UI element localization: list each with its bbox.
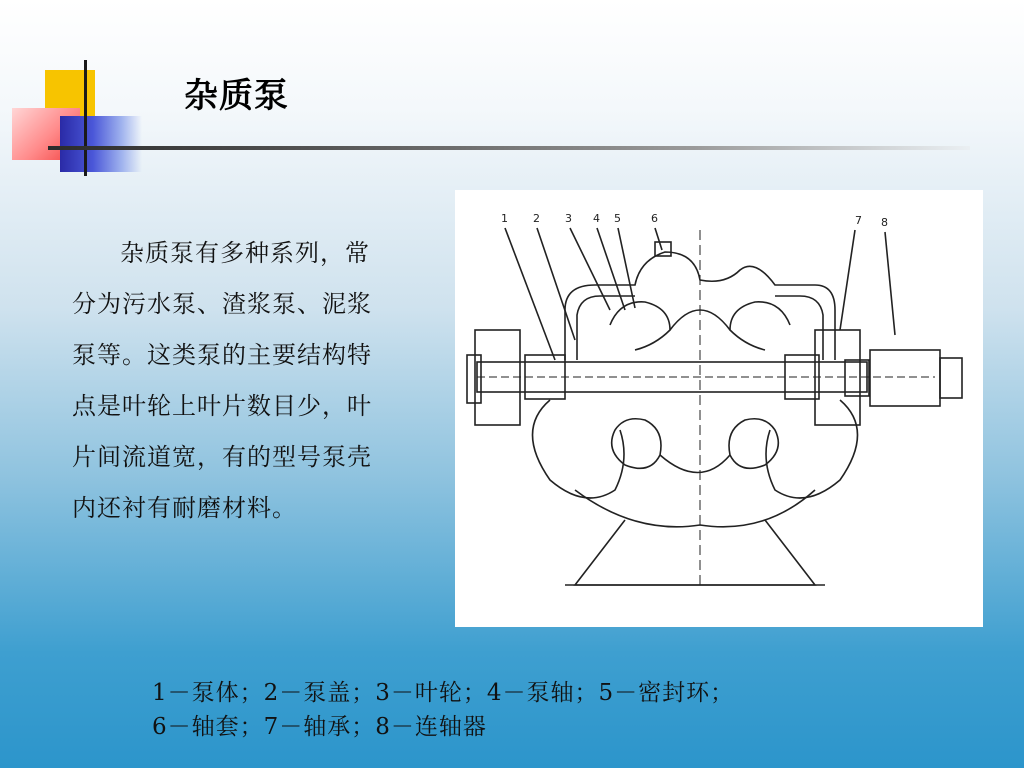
pump-cross-section-figure [455, 190, 983, 627]
leader-line [655, 228, 662, 250]
body-paragraph: 杂质泵有多种系列，常分为污水泵、渣浆泵、泥浆泵等。这类泵的主要结构特点是叶轮上叶片数目少，叶片间流道宽，有的型号泵壳内还衬有耐磨材料。 [72, 239, 372, 522]
leader-line [840, 230, 855, 330]
figure-label-2: 2 [533, 212, 540, 225]
caption-line-1: 1－泵体；2－泵盖；3－叶轮；4－泵轴；5－密封环； [152, 680, 735, 706]
pump-drawing [455, 190, 983, 627]
title-underline [48, 146, 970, 150]
lower-impeller-center [660, 455, 730, 473]
casing-bottom [575, 490, 815, 527]
lower-impeller-right [729, 419, 778, 469]
bearing-right [845, 360, 869, 396]
lower-volute-left [533, 400, 625, 498]
caption-line-2: 6－轴套；7－轴承；8－连轴器 [152, 714, 487, 740]
decor-blue-square [60, 116, 142, 172]
leader-line [505, 228, 555, 360]
figure-label-6: 6 [651, 212, 658, 225]
coupling [870, 350, 940, 406]
upper-impeller-left [610, 302, 670, 350]
figure-label-8: 8 [881, 216, 888, 229]
figure-label-5: 5 [614, 212, 621, 225]
figure-label-3: 3 [565, 212, 572, 225]
coupling-hub [940, 358, 962, 398]
figure-caption [152, 676, 734, 744]
leader-line [885, 232, 895, 335]
upper-impeller-right [730, 302, 790, 350]
lower-impeller-left [612, 419, 661, 469]
pump-base [575, 520, 815, 585]
figure-label-7: 7 [855, 214, 862, 227]
lower-volute-right [766, 400, 858, 498]
figure-label-4: 4 [593, 212, 600, 225]
figure-label-1: 1 [501, 212, 508, 225]
decor-vertical-line [84, 60, 87, 176]
leader-line [537, 228, 575, 340]
slide-title: 杂质泵 [184, 76, 289, 116]
vent-plug [655, 242, 671, 256]
